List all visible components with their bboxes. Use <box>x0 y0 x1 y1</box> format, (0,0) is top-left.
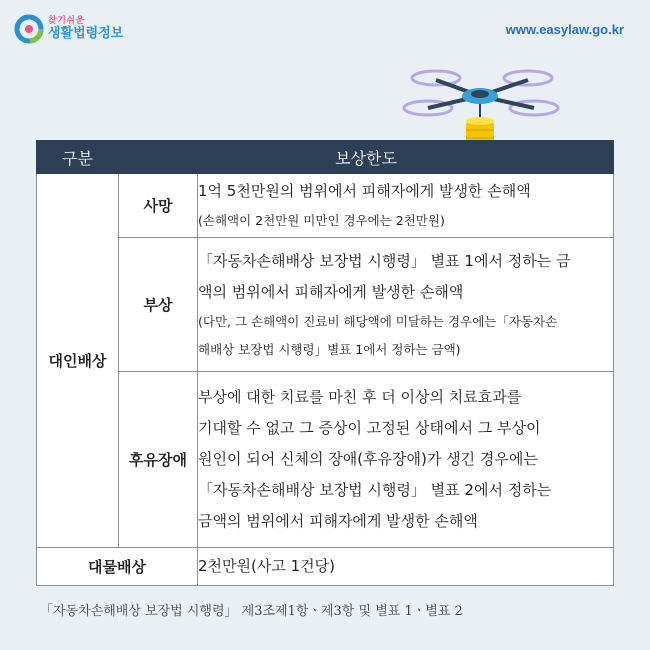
table-row <box>37 238 614 372</box>
logo[interactable] <box>14 14 123 44</box>
table-row <box>37 372 614 548</box>
desc-death <box>198 174 614 238</box>
category-person: 대인배상 <box>37 174 119 548</box>
header-limit: 보상한도 <box>119 141 614 174</box>
desc-line: 1억 5천만원의 범위에서 피해자에게 발생한 손해액 <box>198 182 531 200</box>
compensation-table <box>36 140 614 586</box>
table-row <box>37 174 614 238</box>
desc-injury <box>198 238 614 372</box>
table-header-row <box>37 141 614 174</box>
sub-disability: 후유장애 <box>119 372 198 548</box>
source-citation: 「자동차손해배상 보장법 시행령」 제3조제1항ㆍ제3항 및 별표 1ㆍ별표 2 <box>40 604 463 619</box>
sub-injury: 부상 <box>119 238 198 372</box>
sub-death: 사망 <box>119 174 198 238</box>
logo-tagline: 찾기쉬운 <box>48 16 85 27</box>
logo-title: 생활법령정보 <box>48 25 124 41</box>
desc-note: (손해액이 2천만원 미만인 경우에는 2천만원) <box>198 213 445 228</box>
table-row <box>37 548 614 586</box>
desc-line: 액의 범위에서 피해자에게 발생한 손해액 <box>198 282 464 301</box>
header-category: 구분 <box>37 141 119 174</box>
desc-line: 원인이 되어 신체의 장애(후유장애)가 생긴 경우에는 <box>198 450 538 468</box>
desc-property: 2천만원(사고 1건당) <box>198 548 614 586</box>
desc-line: 「자동차손해배상 보장법 시행령」 별표 2에서 정하는 <box>198 481 552 499</box>
desc-line: 금액의 범위에서 피해자에게 발생한 손해액 <box>198 512 478 530</box>
desc-note: 해배상 보장법 시행령」별표 1에서 정하는 금액) <box>198 341 461 357</box>
site-url[interactable]: www.easylaw.go.kr <box>505 22 624 37</box>
logo-mark-icon <box>14 14 44 44</box>
desc-line: 부상에 대한 치료를 마친 후 더 이상의 치료효과를 <box>198 388 522 406</box>
desc-line: 기대할 수 없고 그 증상이 고정된 상태에서 그 부상이 <box>198 419 541 437</box>
category-property: 대물배상 <box>37 548 198 586</box>
desc-note: (다만, 그 손해액이 진료비 해당액에 미달하는 경우에는「자동차손 <box>198 313 558 329</box>
desc-disability <box>198 372 614 548</box>
desc-line: 「자동차손해배상 보장법 시행령」 별표 1에서 정하는 금 <box>198 251 571 270</box>
